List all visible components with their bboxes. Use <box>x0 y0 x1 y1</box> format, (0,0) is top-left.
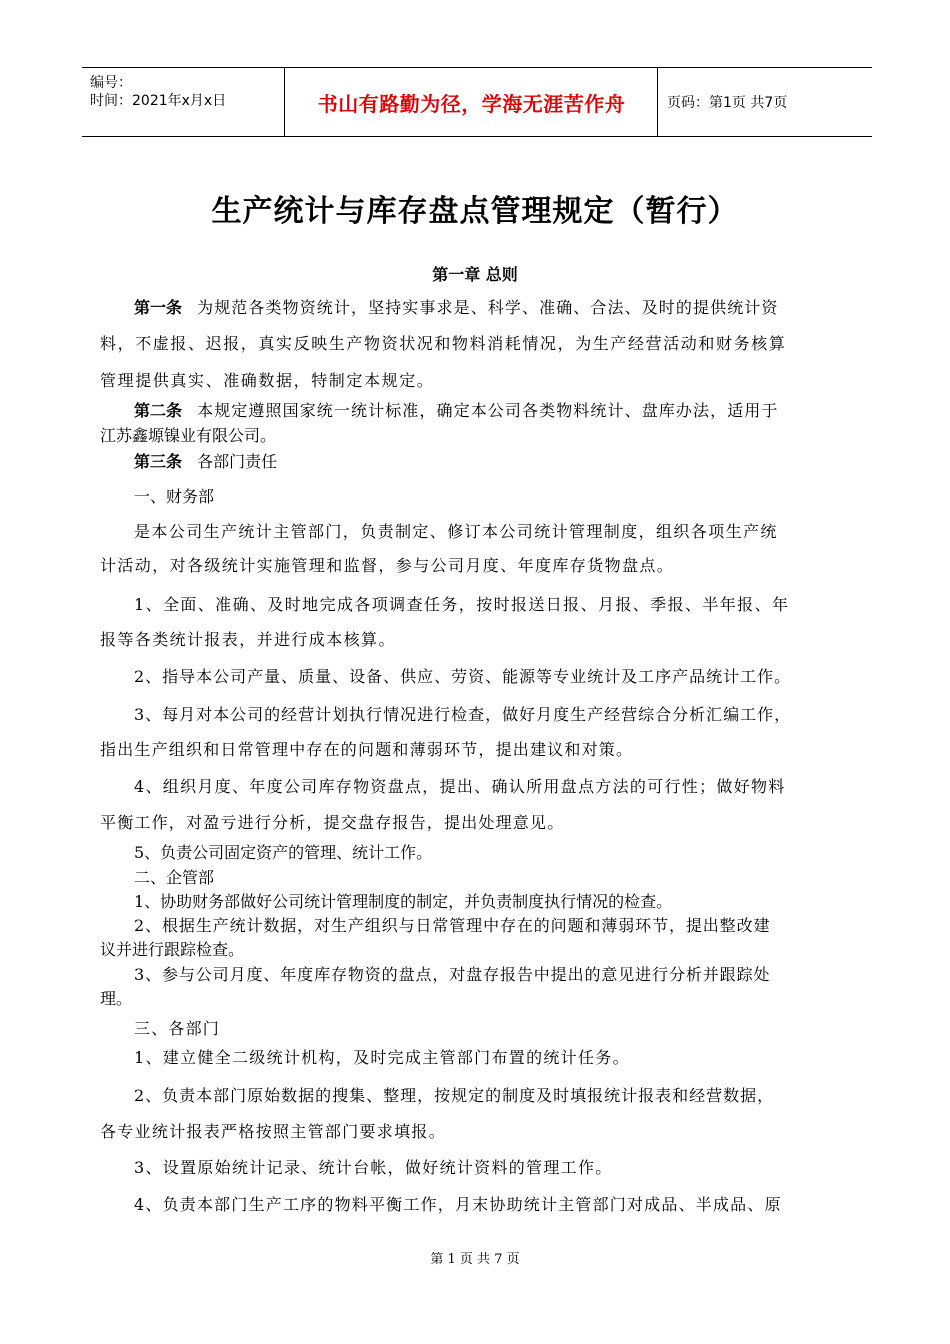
article-2-line-1 <box>134 398 779 421</box>
header-page-label: 页码：第1页 共7页 <box>667 95 788 111</box>
finance-item-4a: 4、组织月度、年度公司库存物资盘点，提出、确认所用盘点方法的可行性；做好物料 <box>134 777 786 796</box>
article-1-line-1 <box>134 295 779 318</box>
depts-item-3: 3、设置原始统计记录、统计台帐，做好统计资料的管理工作。 <box>134 1158 613 1177</box>
finance-item-3a: 3、每月对本公司的经营计划执行情况进行检查，做好月度生产经营综合分析汇编工作， <box>134 705 792 724</box>
article-1-line-3: 管理提供真实、准确数据，特制定本规定。 <box>100 371 435 390</box>
finance-item-2: 2、指导本公司产量、质量、设备、供应、劳资、能源等专业统计及工序产品统计工作。 <box>134 667 792 686</box>
mgmt-heading: 二、企管部 <box>134 868 215 887</box>
article-3-heading: 第三条 <box>134 452 183 471</box>
chapter-heading: 第一章 总则 <box>432 265 518 284</box>
article-2-heading: 第二条 <box>134 401 183 420</box>
article-1-line-2: 料，不虚报、迟报，真实反映生产物资状况和物料消耗情况，为生产经营活动和财务核算 <box>100 334 787 353</box>
article-1-heading: 第一条 <box>134 298 183 317</box>
header-motto: 书山有路勤为径，学海无涯苦作舟 <box>317 91 626 116</box>
depts-item-4: 4、负责本部门生产工序的物料平衡工作，月末协助统计主管部门对成品、半成品、原 <box>134 1195 782 1214</box>
article-2-line-2: 江苏鑫塬镍业有限公司。 <box>100 426 277 445</box>
article-3-text: 各部门责任 <box>197 452 278 471</box>
header-page-cell <box>659 68 872 136</box>
depts-item-2a: 2、负责本部门原始数据的搜集、整理，按规定的制度及时填报统计报表和经营数据， <box>134 1086 775 1105</box>
document-header-table <box>82 67 872 137</box>
article-1-text-1: 为规范各类物资统计，坚持实事求是、科学、准确、合法、及时的提供统计资 <box>197 298 779 317</box>
mgmt-item-3b: 理。 <box>100 989 133 1008</box>
finance-item-1b: 报等各类统计报表，并进行成本核算。 <box>100 630 396 649</box>
finance-item-4b: 平衡工作，对盈亏进行分析，提交盘存报告，提出处理意见。 <box>100 813 565 832</box>
depts-item-1: 1、建立健全二级统计机构，及时完成主管部门布置的统计任务。 <box>134 1048 630 1067</box>
mgmt-item-1: 1、协助财务部做好公司统计管理制度的制定，并负责制度执行情况的检查。 <box>134 892 673 911</box>
document-title: 生产统计与库存盘点管理规定（暂行） <box>211 194 739 229</box>
finance-intro-1: 是本公司生产统计主管部门，负责制定、修订本公司统计管理制度，组织各项生产统 <box>134 522 778 541</box>
document-time-label: 时间：2021年x月x日 <box>90 93 227 109</box>
document-number-label: 编号： <box>90 75 132 91</box>
depts-heading: 三、各部门 <box>134 1019 221 1038</box>
finance-item-3b: 指出生产组织和日常管理中存在的问题和薄弱环节，提出建议和对策。 <box>100 740 634 759</box>
finance-item-1a: 1、全面、准确、及时地完成各项调查任务，按时报送日报、月报、季报、半年报、年 <box>134 595 790 614</box>
mgmt-item-2a: 2、根据生产统计数据，对生产组织与日常管理中存在的问题和薄弱环节，提出整改建 <box>134 916 771 935</box>
finance-heading: 一、财务部 <box>134 487 215 506</box>
article-2-text-1: 本规定遵照国家统一统计标准，确定本公司各类物料统计、盘库办法，适用于 <box>197 401 779 420</box>
mgmt-item-3a: 3、参与公司月度、年度库存物资的盘点，对盘存报告中提出的意见进行分析并跟踪处 <box>134 965 771 984</box>
article-3-line <box>134 449 277 472</box>
page-footer: 第 1 页 共 7 页 <box>430 1252 520 1267</box>
finance-intro-2: 计活动，对各级统计实施管理和监督，参与公司月度、年度库存货物盘点。 <box>100 556 675 575</box>
depts-item-2b: 各专业统计报表严格按照主管部门要求填报。 <box>100 1122 447 1141</box>
finance-item-5: 5、负责公司固定资产的管理、统计工作。 <box>134 843 433 862</box>
header-motto-cell <box>286 68 658 136</box>
header-info-cell <box>82 68 285 136</box>
mgmt-item-2b: 议并进行跟踪检查。 <box>100 940 245 959</box>
